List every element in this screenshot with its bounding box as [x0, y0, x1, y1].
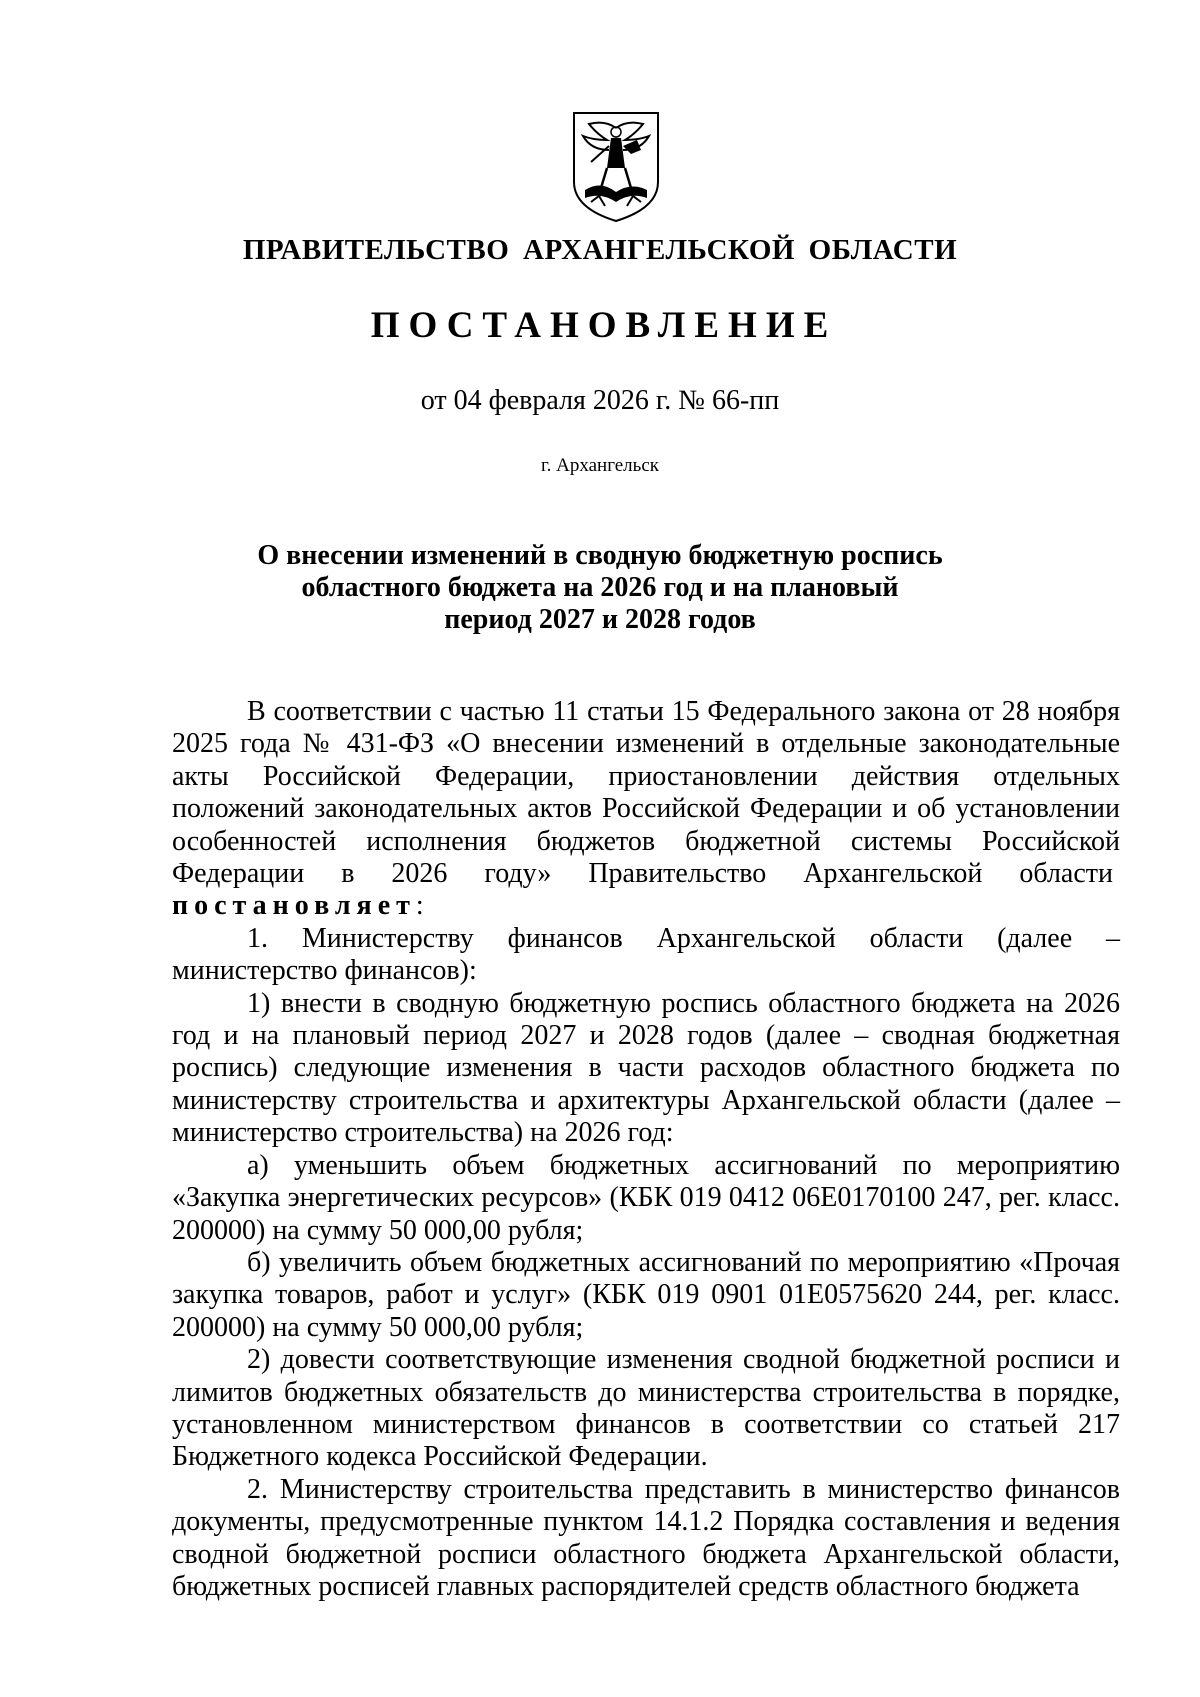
- coat-of-arms-emblem: [571, 110, 661, 224]
- subject-line-2: областного бюджета на 2026 год и на плановый: [301, 572, 899, 603]
- document-subject: [0, 540, 1200, 636]
- resolves-colon: :: [415, 890, 424, 922]
- document-body: [172, 696, 1120, 1603]
- document-date-number: от 04 февраля 2026 г. № 66-пп: [420, 385, 780, 416]
- preamble-text: В соответствии с частью 11 статьи 15 Федерального закона от 28 ноября 2025 года № 431-ФЗ «О внесении изменений в отдельные законодательные акты Российской Федерации, приостановлении действия отдельных положений законодательных актов Российской Федерации и об установлении особенностей исполнения бюджетов бюджетной системы Российской Федерации в 2026 году» Правительство Архангельской области: [172, 696, 1120, 890]
- preamble-paragraph: [172, 696, 1120, 923]
- paragraph-1: 1. Министерству финансов Архангельской области (далее – министерство финансов):: [172, 922, 1120, 987]
- paragraph-1-2: 2) довести соответствующие изменения сводной бюджетной росписи и лимитов бюджетных обязательств до министерства строительства в порядке, установленном министерством финансов в соответствии со статьей 217 Бюджетного кодекса Российской Федерации.: [172, 1344, 1120, 1473]
- paragraph-1-1: 1) внести в сводную бюджетную роспись областного бюджета на 2026 год и на плановый период 2027 и 2028 годов (далее – сводная бюджетная роспись) следующие изменения в части расходов областного бюджета по министерству строительства и архитектуры Архангельской области (далее – министерство строительства) на 2026 год:: [172, 987, 1120, 1149]
- paragraph-1-1-a: а) уменьшить объем бюджетных ассигнований по мероприятию «Закупка энергетических ресурсов» (КБК 019 0412 06Е0170100 247, рег. класс. 200000) на сумму 50 000,00 рубля;: [172, 1149, 1120, 1246]
- subject-line-3: период 2027 и 2028 годов: [444, 604, 756, 635]
- document-city: г. Архангельск: [540, 455, 659, 476]
- organization-title: ПРАВИТЕЛЬСТВО АРХАНГЕЛЬСКОЙ ОБЛАСТИ: [242, 234, 958, 266]
- subject-line-1: О внесении изменений в сводную бюджетную роспись: [257, 540, 943, 571]
- paragraph-1-1-b: б) увеличить объем бюджетных ассигнований по мероприятию «Прочая закупка товаров, работ и услуг» (КБК 019 0901 01Е0575620 244, рег. класс. 200000) на сумму 50 000,00 рубля;: [172, 1246, 1120, 1343]
- resolves-keyword: постановляет: [172, 890, 416, 922]
- document-type-heading: ПОСТАНОВЛЕНИЕ: [370, 305, 838, 346]
- paragraph-2: 2. Министерству строительства представить в министерство финансов документы, предусмотренные пунктом 14.1.2 Порядка составления и ведения сводной бюджетной росписи областного бюджета Архангельской области, бюджетных росписей главных распорядителей средств областного бюджета: [172, 1473, 1120, 1602]
